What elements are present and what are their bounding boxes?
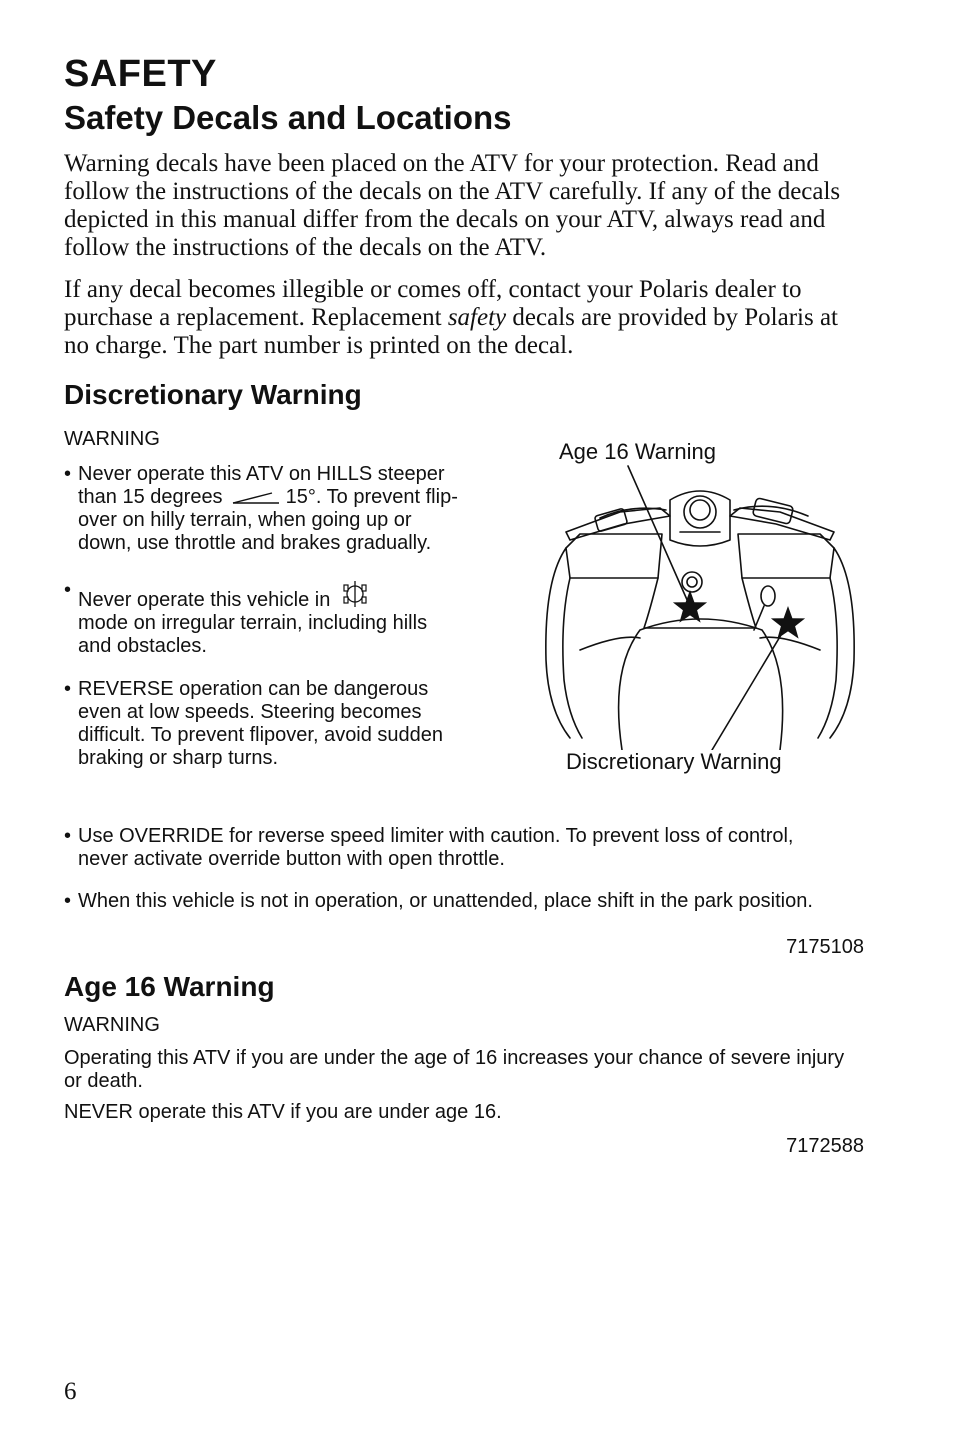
discretionary-bullets-left xyxy=(64,463,459,770)
intro-p2-italic: safety xyxy=(447,304,507,331)
speedometer-inner xyxy=(690,500,710,520)
intro-paragraph-1: Warning decals have been placed on the ATV for your protection. Read and follow the instructions of the decals on the ATV carefully. If any of the decals depicted in this manual differ from the decals on your ATV, always read and follow the instructions of the decals on the ATV. xyxy=(64,150,841,261)
atv-illustration xyxy=(540,460,860,750)
bullet-override-text: Use OVERRIDE for reverse speed limiter with caution. To prevent loss of control, never activate override button with open throttle. xyxy=(78,825,794,870)
age16-heading: Age 16 Warning xyxy=(64,971,275,1002)
bullet-dot: • xyxy=(64,825,72,847)
figure-label-discretionary: Discretionary Warning xyxy=(566,749,782,774)
right-fender xyxy=(830,548,854,738)
bullet-hills xyxy=(64,463,459,555)
section-title: SAFETY xyxy=(64,53,217,95)
body-lines xyxy=(580,637,820,650)
hill-slope-icon xyxy=(232,490,280,504)
bullet-hills-text-a: Never operate this ATV on HILLS steeper than 15 degrees xyxy=(78,463,445,508)
age16-paragraph-1: Operating this ATV if you are under the age of 16 increases your chance of severe injury or death. xyxy=(64,1047,845,1092)
bullet-awd-text-b: mode on irregular terrain, including hills and obstacles. xyxy=(78,612,428,657)
intro-p2-start: If any decal becomes illegible or comes off, contact your Polaris dealer to purchase a replacement. Replacement xyxy=(64,276,802,331)
left-fender-inner xyxy=(563,578,582,738)
discretionary-part-number: 7175108 xyxy=(786,936,864,958)
leader-discretionary xyxy=(712,630,784,750)
age16-paragraph-2: NEVER operate this ATV if you are under age 16. xyxy=(64,1101,502,1123)
bullet-park-text: When this vehicle is not in operation, or unattended, place shift in the park position. xyxy=(78,890,813,912)
left-fender xyxy=(546,548,570,738)
bullet-dot: • xyxy=(64,579,72,601)
discretionary-warning-label: WARNING xyxy=(64,428,160,450)
left-rack xyxy=(566,534,662,578)
intro-p2-end: decals are provided by Polaris at no charge. The part number is printed on the decal. xyxy=(64,304,838,359)
right-fender-inner xyxy=(818,578,837,738)
bullet-awd-text-a: Never operate this vehicle in xyxy=(78,589,331,611)
age16-part-number: 7172588 xyxy=(786,1135,864,1157)
figure-label-age16: Age 16 Warning xyxy=(559,439,716,464)
bullet-awd xyxy=(64,579,459,658)
bullet-dot: • xyxy=(64,678,72,700)
bullet-hills-text-b: 15°. To prevent flip-over on hilly terrain, when going up or down, use throttle and brakes gradually. xyxy=(78,486,458,554)
fuel-cap xyxy=(682,572,702,592)
awd-mode-icon xyxy=(340,579,370,609)
age16-warning-label: WARNING xyxy=(64,1014,160,1036)
fuel-cap-inner xyxy=(687,577,697,587)
page-content xyxy=(64,52,864,374)
warning-star-icon xyxy=(771,606,805,639)
intro-paragraph-2 xyxy=(64,276,864,360)
right-rack xyxy=(738,534,834,578)
page-number: 6 xyxy=(64,1378,77,1405)
bullet-park xyxy=(64,890,844,913)
discretionary-bullets-wide xyxy=(64,825,844,913)
handlebar-right xyxy=(730,508,834,540)
page-subtitle: Safety Decals and Locations xyxy=(64,99,512,136)
bullet-override xyxy=(64,825,844,871)
shift-lever xyxy=(754,606,764,630)
seat xyxy=(619,619,783,750)
warning-star-icon xyxy=(673,590,707,623)
bullet-reverse xyxy=(64,678,459,770)
bullet-dot: • xyxy=(64,890,72,912)
bullet-reverse-text: REVERSE operation can be dangerous even at low speeds. Steering becomes difficult. To prevent flipover, avoid sudden braking or sharp turns. xyxy=(78,678,444,769)
discretionary-heading: Discretionary Warning xyxy=(64,379,362,410)
bullet-dot: • xyxy=(64,463,72,485)
shift-knob xyxy=(761,586,775,606)
